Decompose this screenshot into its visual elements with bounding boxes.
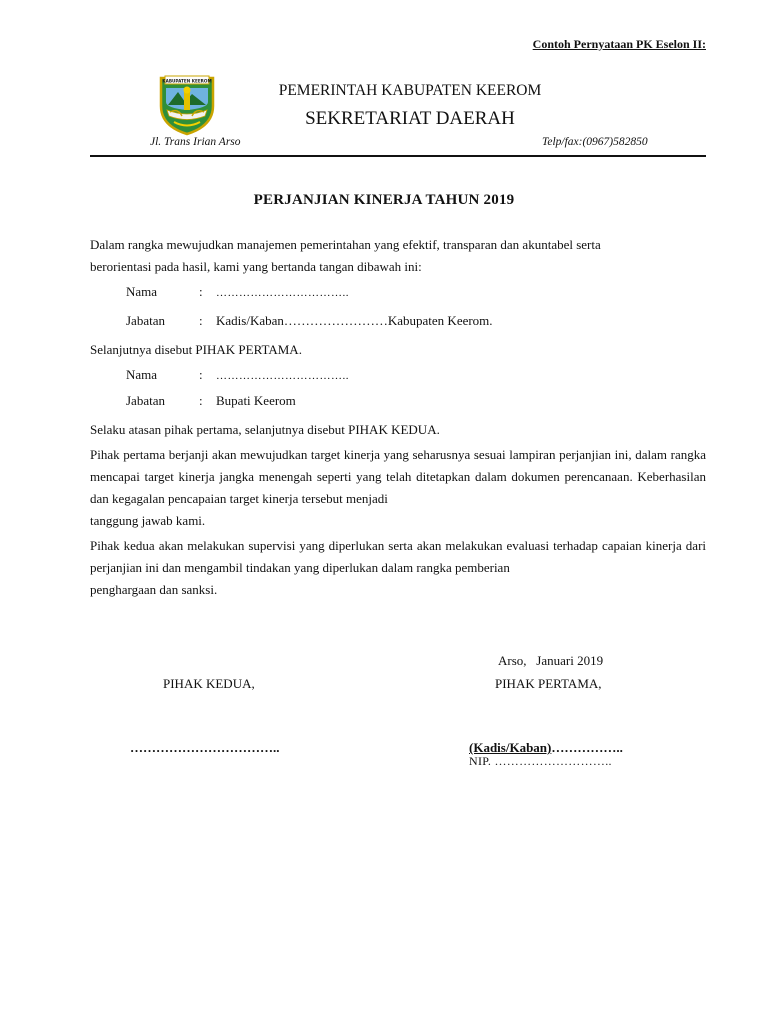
party1-name-value: …………………………….. [216,287,349,299]
party2-name-value: …………………………….. [216,370,349,382]
commitment-line-1: Pihak pertama berjanji akan mewujudkan target kinerja yang seharusnya sesuai lampiran perjanjian [90,447,612,462]
party2-position-row [126,393,296,409]
party2-name-row [126,367,349,383]
intro-paragraph [90,234,706,278]
supervision-line-2: capaian kinerja dari perjanjian ini dan mengambil tindakan yang diperlukan dalam rangka pemberian [90,538,707,575]
second-party-signature-name: …………………………….. [130,740,280,755]
intro-line-2: berorientasi pada hasil, kami yang bertanda tangan dibawah ini: [90,259,422,274]
commitment-line-3: dokumen perencanaan. Keberhasilan dan kegagalan pencapaian target kinerja tersebut menjadi [90,469,706,506]
colon: : [199,284,203,299]
office-address: Jl. Trans Irian Arso [150,136,241,148]
letterhead-divider [90,155,706,157]
government-name: PEMERINTAH KABUPATEN KEEROM [278,82,542,99]
colon: : [199,313,203,328]
intro-line-1: Dalam rangka mewujudkan manajemen pemerintahan yang efektif, transparan dan akuntabel serta [90,237,601,252]
commitment-line-4: tanggung jawab kami. [90,513,206,528]
party1-position-label: Jabatan [126,313,165,328]
first-party-title: (Kadis/Kaban) [469,740,552,755]
place-date: Arso, Januari 2019 [498,653,604,668]
office-name: SEKRETARIAT DAERAH [305,108,515,129]
first-party-label: PIHAK PERTAMA, [495,676,602,691]
document-type-note: Contoh Pernyataan PK Eselon II: [532,37,706,51]
supervision-line-1: Pihak kedua akan melakukan supervisi yang diperlukan serta akan melakukan evaluasi terhadap [90,538,598,553]
supervision-line-3: penghargaan dan sanksi. [90,582,218,597]
first-party-name-dots: …………….. [551,740,623,755]
second-party-label: PIHAK KEDUA, [163,676,255,691]
party1-position-value: Kadis/Kaban……………………Kabupaten Keerom. [216,313,493,328]
commitment-line-2: ini, dalam rangka mencapai target kinerja jangka menengah seperti yang telah ditetapkan dalam [90,447,707,484]
party1-name-row [126,284,349,300]
colon: : [199,367,203,382]
supervision-paragraph [90,535,706,601]
svg-text:KABUPATEN KEEROM: KABUPATEN KEEROM [162,78,212,84]
party2-name-label: Nama [126,367,158,382]
first-party-nip: NIP. ……………………….. [469,754,612,768]
party1-designation: Selanjutnya disebut PIHAK PERTAMA. [90,342,302,357]
commitment-paragraph [90,444,706,532]
party1-name-label: Nama [126,284,158,299]
party1-position-row [126,313,493,329]
party2-position-value: Bupati Keerom [216,393,296,408]
document-title: PERJANJIAN KINERJA TAHUN 2019 [253,192,515,208]
office-phone: Telp/fax:(0967)582850 [542,136,648,148]
colon: : [199,393,203,408]
party2-designation: Selaku atasan pihak pertama, selanjutnya disebut PIHAK KEDUA. [90,422,440,437]
party2-position-label: Jabatan [126,393,165,408]
